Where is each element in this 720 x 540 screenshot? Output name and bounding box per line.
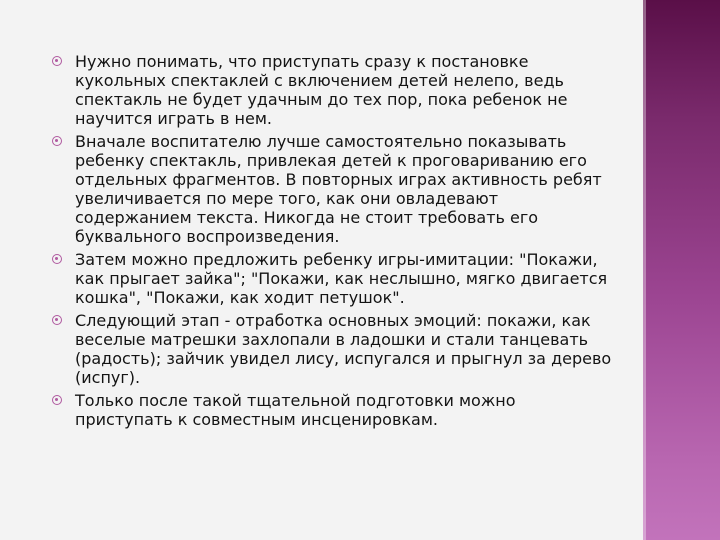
decorative-side-band xyxy=(643,0,720,540)
bullet-text: Вначале воспитателю лучше самостоятельно показывать ребенку спектакль, привлекая детей к проговариванию его отдельных фрагментов. В повторных играх активность ребят увеличивается по мере того, как они овладевают содержанием текста. Никогда не стоит требовать его буквального воспроизведения. xyxy=(75,132,602,246)
bullet-text: Только после такой тщательной подготовки можно приступать к совместным инсценировкам. xyxy=(75,391,516,429)
bullet-list xyxy=(52,52,612,433)
side-band-edge xyxy=(643,0,646,540)
list-item xyxy=(52,132,612,246)
circle-bullet-icon xyxy=(52,254,62,264)
circle-bullet-icon xyxy=(52,56,62,66)
list-item xyxy=(52,250,612,307)
bullet-text: Нужно понимать, что приступать сразу к постановке кукольных спектаклей с включением детей нелепо, ведь спектакль не будет удачным до тех пор, пока ребенок не научится играть в нем. xyxy=(75,52,568,128)
list-item xyxy=(52,52,612,128)
circle-bullet-icon xyxy=(52,395,62,405)
bullet-text: Следующий этап - отработка основных эмоций: покажи, как веселые матрешки захлопали в ладошки и стали танцевать (радость); зайчик увидел лису, испугался и прыгнул за дерево (испуг). xyxy=(75,311,612,387)
list-item xyxy=(52,391,612,429)
list-item xyxy=(52,311,612,387)
circle-bullet-icon xyxy=(52,315,62,325)
bullet-text: Затем можно предложить ребенку игры-имитации: "Покажи, как прыгает зайка"; "Покажи, как неслышно, мягко двигается кошка", "Покажи, как ходит петушок". xyxy=(75,250,608,307)
circle-bullet-icon xyxy=(52,136,62,146)
